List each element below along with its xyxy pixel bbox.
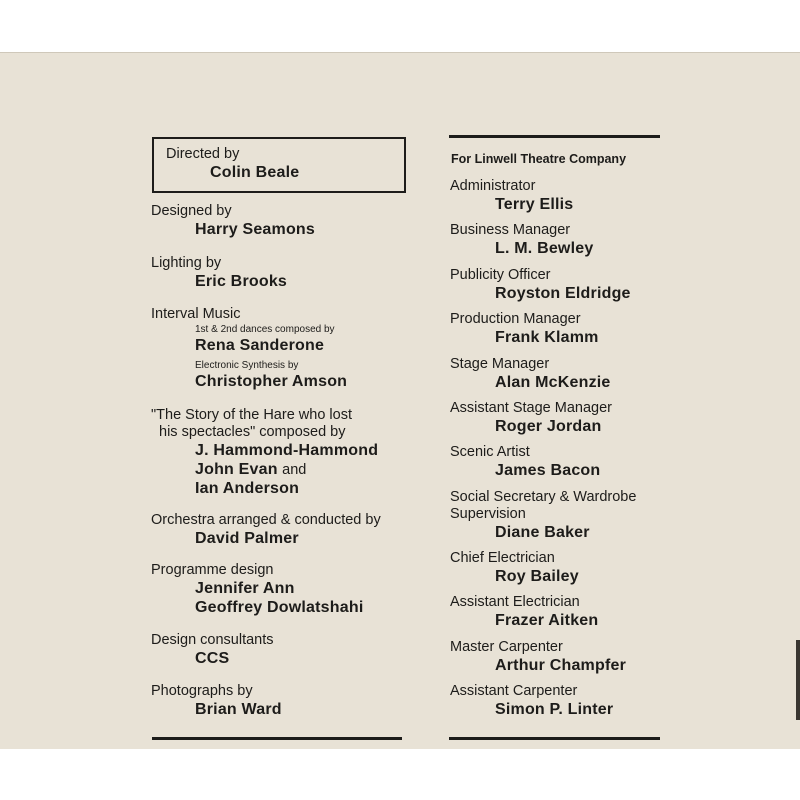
role-label: Chief Electrician [450, 550, 555, 566]
person-name: Harry Seamons [195, 221, 315, 238]
credit-interval-music [151, 306, 347, 391]
role-label: Publicity Officer [450, 267, 551, 283]
credit-directed-by [166, 146, 299, 182]
role-label: Production Manager [450, 311, 581, 327]
person-name: Ian Anderson [195, 480, 300, 497]
role-label: Design consultants [151, 632, 274, 648]
role-label: Business Manager [450, 222, 571, 238]
person-name: David Palmer [195, 530, 299, 547]
role-label: Assistant Electrician [450, 594, 580, 610]
role-label: Lighting by [151, 255, 222, 271]
credit-entry [450, 683, 613, 719]
credit-designed-by [151, 203, 315, 239]
person-name: CCS [195, 650, 230, 667]
role-label: Social Secretary & Wardrobe [450, 489, 637, 505]
credit-story [151, 407, 378, 498]
person-name: Roger Jordan [495, 418, 602, 435]
role-label: his spectacles" composed by [159, 424, 346, 440]
credit-photographs [151, 683, 282, 719]
person-name: J. Hammond-Hammond [195, 442, 379, 459]
person-name: Royston Eldridge [495, 285, 631, 302]
role-label: Master Carpenter [450, 639, 563, 655]
credit-entry [450, 594, 598, 630]
credit-entry [450, 356, 611, 392]
right-bottom-rule [449, 737, 660, 740]
left-bottom-rule [152, 737, 402, 740]
person-line [151, 460, 378, 479]
person-name: Frazer Aitken [495, 612, 599, 629]
credit-lighting [151, 255, 287, 291]
role-label: Photographs by [151, 683, 253, 699]
role-label: Scenic Artist [450, 444, 530, 460]
credit-entry [450, 489, 636, 542]
role-label: Administrator [450, 178, 536, 194]
credit-entry [450, 311, 599, 347]
role-label: "The Story of the Hare who lost [151, 407, 352, 423]
role-label: Interval Music [151, 306, 241, 322]
sub-role-label: 1st & 2nd dances composed by [195, 324, 335, 335]
person-name: Terry Ellis [495, 196, 574, 213]
person-name: Rena Sanderone [195, 337, 325, 354]
person-name: John Evan [195, 461, 278, 478]
role-label: Designed by [151, 203, 232, 219]
company-heading: For Linwell Theatre Company [451, 152, 627, 166]
credit-entry [450, 400, 612, 436]
credit-entry [450, 267, 631, 303]
credit-entry [450, 444, 600, 480]
person-name: Jennifer Ann [195, 580, 295, 597]
credit-entry [450, 178, 573, 214]
role-label: Programme design [151, 562, 274, 578]
person-name: Diane Baker [495, 524, 590, 541]
credit-design-consultants [151, 632, 274, 668]
person-name: Alan McKenzie [495, 374, 611, 391]
role-label: Stage Manager [450, 356, 550, 372]
person-name: Simon P. Linter [495, 701, 614, 718]
page-edge-shadow [796, 640, 800, 720]
credit-orchestra [151, 512, 381, 548]
role-label: Supervision [450, 506, 526, 522]
person-name: Arthur Champfer [495, 657, 627, 674]
person-name: Eric Brooks [195, 273, 288, 290]
person-name: Brian Ward [195, 701, 282, 718]
person-name: Roy Bailey [495, 568, 579, 585]
credit-entry [450, 222, 593, 258]
right-top-rule [449, 135, 660, 138]
role-label: Orchestra arranged & conducted by [151, 512, 381, 528]
role-label: Assistant Carpenter [450, 683, 578, 699]
credit-programme-design [151, 562, 363, 617]
person-name: Frank Klamm [495, 329, 599, 346]
person-name: Colin Beale [210, 164, 300, 181]
role-label: Directed by [166, 146, 240, 162]
person-name: Geoffrey Dowlatshahi [195, 599, 364, 616]
role-label: Assistant Stage Manager [450, 400, 613, 416]
credit-entry [450, 550, 579, 586]
person-name: James Bacon [495, 462, 601, 479]
credit-entry [450, 639, 626, 675]
person-name: L. M. Bewley [495, 240, 594, 257]
person-name: Christopher Amson [195, 373, 348, 390]
conjunction: and [282, 462, 307, 478]
sub-role-label: Electronic Synthesis by [195, 360, 299, 371]
